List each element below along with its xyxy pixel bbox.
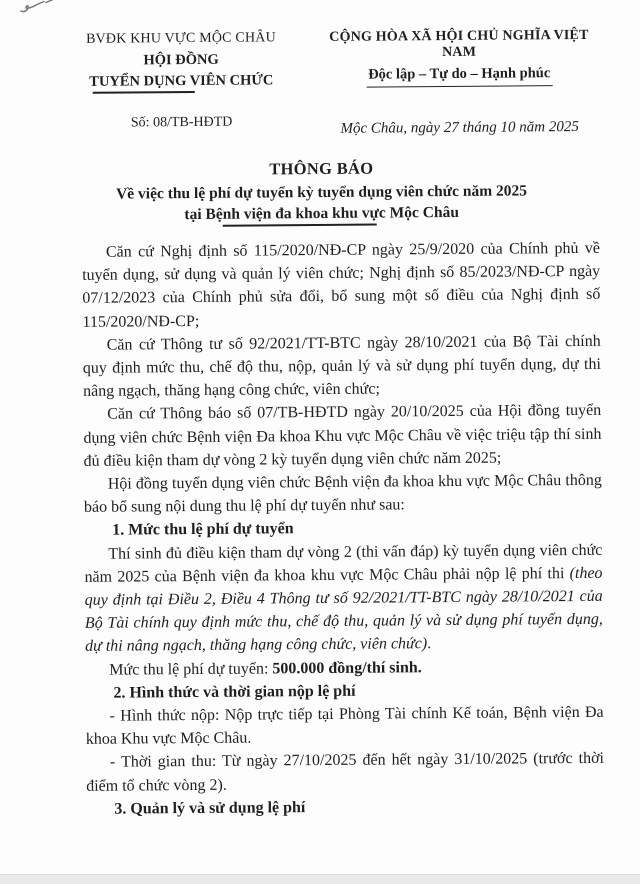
- fee-amount-value: 500.000 đồng/thí sinh.: [272, 658, 422, 678]
- org-underline-decoration: [93, 91, 194, 93]
- document-header: [0, 0, 640, 141]
- issuing-org-unit: [51, 72, 312, 91]
- fee-requirement-text: Thí sinh đủ điều kiện tham dự vòng 2 (thi vấn đáp) kỳ tuyển dụng viên chức năm 2025 của Bệnh viện đa khoa khu vực Mộc Châu phải nộp lệ phí thi: [84, 541, 603, 586]
- title-underline-decoration: [223, 224, 377, 227]
- paragraph-legal-basis-decree: Căn cứ Nghị định số 115/2020/NĐ-CP ngày 25/9/2020 của Chính phủ về tuyển dụng, sử dụng và quản lý viên chức; Nghị định số 85/2023/NĐ-CP ngày 07/12/2023 của Chính phủ sửa đổi, bổ sung một số điều của Nghị định số 115/2020/NĐ-CP;: [82, 239, 601, 331]
- issuing-org-council: HỘI ĐỒNG: [143, 51, 219, 69]
- national-header-block: [312, 28, 608, 138]
- fee-amount-label: Mức thu lệ phí dự tuyển:: [109, 660, 273, 679]
- document-subtitle-line2: [2, 202, 640, 225]
- paragraph-legal-basis-notice: Căn cứ Thông báo số 07/TB-HĐTD ngày 20/10/2025 của Hội đồng tuyển dụng viên chức Bệnh viện Đa khoa Khu vực Mộc Châu về việc triệu tập thí sinh đủ điều kiện tham dự vòng 2 kỳ tuyển dụng viên chức năm 2025;: [83, 402, 602, 470]
- paragraph-legal-basis-circular: Căn cứ Thông tư số 92/2021/TT-BTC ngày 28/10/2021 của Bộ Tài chính quy định mức thu, chế độ thu, nộp, quản lý và sử dụng phí tuyển dụng, dự thi nâng ngạch, thăng hạng công chức, viên chức;: [82, 332, 601, 401]
- document-subtitle-line1: Về việc thu lệ phí dự tuyển kỳ tuyển dụng viên chức năm 2025: [115, 182, 528, 203]
- national-title: CỘNG HÒA XÃ HỘI CHỦ NGHĨA VIỆT NAM: [329, 27, 589, 61]
- section-heading-fee-management: 3. Quản lý và sử dụng lệ phí: [114, 799, 306, 818]
- paragraph-payment-time: - Thời gian thu: Từ ngày 27/10/2025 đến hết ngày 31/10/2025 (trước thời điểm tổ chức vòng 2).: [86, 750, 605, 795]
- title-block: [1, 156, 640, 225]
- section-heading-fee-level: 1. Mức thu lệ phí dự tuyển: [112, 520, 294, 540]
- national-motto: Độc lập – Tự do – Hạnh phúc: [366, 65, 552, 87]
- paragraph-fee-requirement: [84, 538, 603, 658]
- place-date-line: Mộc Châu, ngày 27 tháng 10 năm 2025: [340, 118, 579, 137]
- paragraph-payment-method: - Hình thức nộp: Nộp trực tiếp tại Phòng Tài chính Kế toán, Bệnh viện Đa khoa Khu vực Mộc Châu.: [85, 703, 604, 749]
- document-number: Số: 08/TB-HĐTD: [130, 114, 233, 131]
- issuing-org-unit-label: TUYỂN DỤNG VIÊN CHỨC: [89, 72, 274, 90]
- issuing-org-block: [50, 30, 312, 140]
- document-subtitle-line2-text: tại Bệnh viện đa khoa khu vực Mộc Châu: [184, 203, 460, 224]
- document-title: THÔNG BÁO: [269, 158, 374, 179]
- issuing-org-name: BVĐK KHU VỰC MỘC CHÂU: [85, 30, 276, 47]
- document-body: [82, 237, 605, 821]
- paragraph-announcement-intro: Hội đồng tuyển dụng viên chức Bệnh viện đa khoa khu vực Mộc Châu thông báo bổ sung nội dung thu lệ phí dự tuyển như sau:: [83, 471, 602, 517]
- scanner-edge-strip: [0, 874, 640, 884]
- fee-requirement-legal-reference: (theo quy định tại Điều 2, Điều 4 Thông tư số 92/2021/TT-BTC ngày 28/10/2021 của Bộ Tài chính quy định mức thu, chế độ thu, quản lý và sử dụng phí tuyển dụng, dự thi nâng ngạch, thăng hạng công chức, viên chức): [84, 564, 603, 656]
- fee-requirement-period: .: [427, 635, 432, 653]
- section-heading-payment-method: 2. Hình thức và thời gian nộp lệ phí: [113, 682, 356, 702]
